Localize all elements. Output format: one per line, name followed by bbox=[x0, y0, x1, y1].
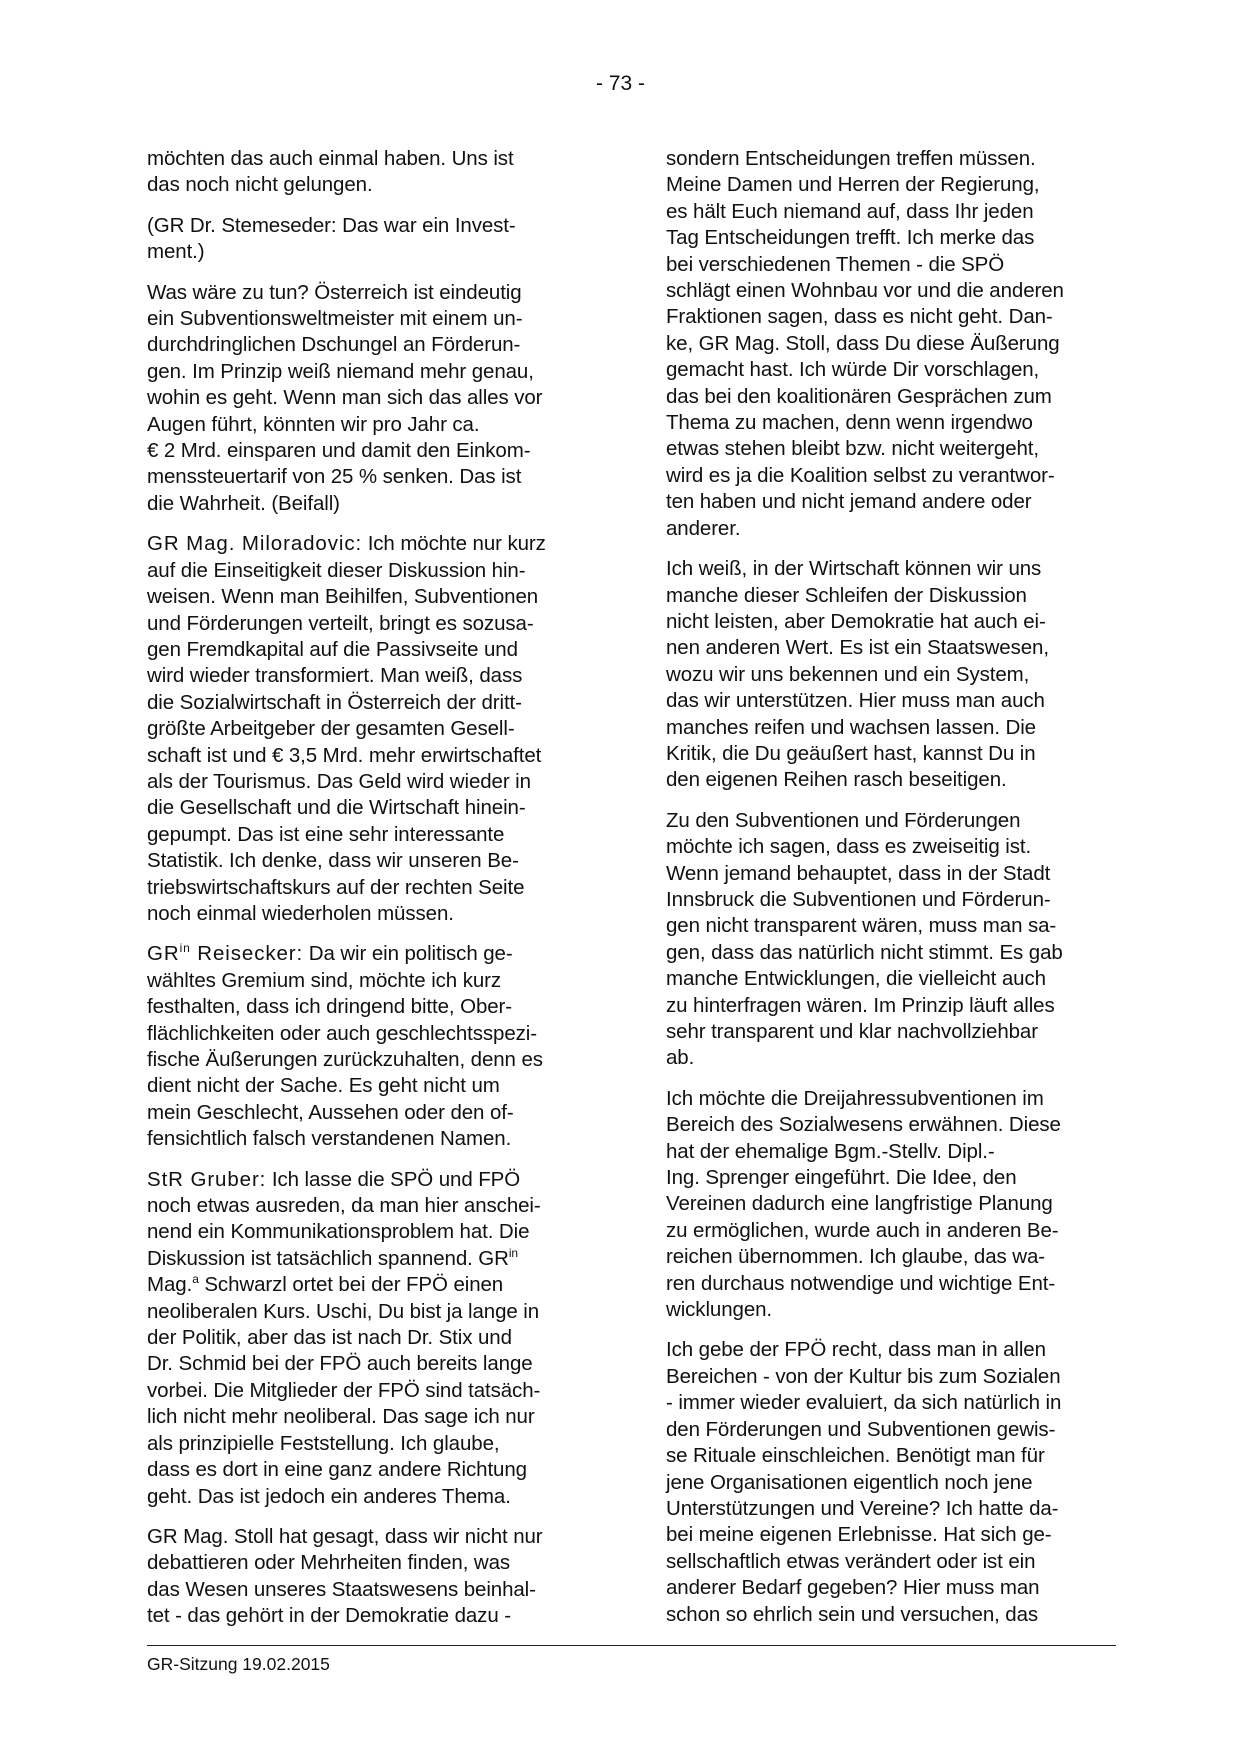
text-line: das noch nicht gelungen. bbox=[147, 173, 373, 197]
text-line: es hält Euch niemand auf, dass Ihr jeden bbox=[666, 199, 1034, 223]
text-line: Wenn jemand behauptet, dass in der Stadt bbox=[666, 861, 1051, 885]
text-line: bei meine eigenen Erlebnisse. Hat sich ge- bbox=[666, 1523, 1052, 1547]
paragraph bbox=[666, 1337, 1118, 1627]
text-line: triebswirtschaftskurs auf der rechten Seite bbox=[147, 875, 525, 899]
text-line: lich nicht mehr neoliberal. Das sage ich nur bbox=[147, 1405, 535, 1429]
text-line: Fraktionen sagen, dass es nicht geht. Dan- bbox=[666, 305, 1053, 329]
text-line: schon so ehrlich sein und versuchen, das bbox=[666, 1602, 1039, 1626]
text-line: auf die Einseitigkeit dieser Diskussion hin- bbox=[147, 558, 526, 582]
text-fragment: Ich möchte nur kurz bbox=[362, 532, 546, 556]
text-line: wozu wir uns bekennen und ein System, bbox=[666, 662, 1030, 686]
text-line: tet - das gehört in der Demokratie dazu - bbox=[147, 1604, 511, 1628]
text-line: das wir unterstützen. Hier muss man auch bbox=[666, 689, 1045, 713]
text-line: Ich möchte die Dreijahressubventionen im bbox=[666, 1086, 1044, 1110]
text-line: ment.) bbox=[147, 240, 205, 264]
text-line: noch einmal wiederholen müssen. bbox=[147, 901, 454, 925]
text-line: schaft ist und € 3,5 Mrd. mehr erwirtschaftet bbox=[147, 743, 542, 767]
text-line: die Gesellschaft und die Wirtschaft hinein- bbox=[147, 796, 526, 820]
text-line: ab. bbox=[666, 1046, 695, 1070]
text-line: als prinzipielle Feststellung. Ich glaube, bbox=[147, 1431, 500, 1455]
text-line: manches reifen und wachsen lassen. Die bbox=[666, 715, 1036, 739]
text-line: se Rituale einschleichen. Benötigt man für bbox=[666, 1444, 1045, 1468]
text-line: Was wäre zu tun? Österreich ist eindeutig bbox=[147, 280, 522, 304]
interjection bbox=[147, 213, 599, 266]
text-line: mein Geschlecht, Aussehen oder den of- bbox=[147, 1100, 514, 1124]
text-line: dass es dort in eine ganz andere Richtung bbox=[147, 1458, 527, 1482]
text-line: Kritik, die Du geäußert hast, kannst Du in bbox=[666, 741, 1036, 765]
paragraph bbox=[666, 146, 1118, 542]
text-line: manche dieser Schleifen der Diskussion bbox=[666, 583, 1027, 607]
footer-divider bbox=[147, 1645, 1116, 1646]
text-line: Statistik. Ich denke, dass wir unseren Be- bbox=[147, 849, 519, 873]
speech-reisecker bbox=[147, 941, 599, 1152]
text-line: und Förderungen verteilt, bringt es sozusa- bbox=[147, 611, 534, 635]
text-line: wohin es geht. Wenn man sich das alles vor bbox=[147, 386, 543, 410]
paragraph bbox=[666, 556, 1118, 794]
text-line: Zu den Subventionen und Förderungen bbox=[666, 808, 1021, 832]
text-line: wird es ja die Koalition selbst zu verantwor- bbox=[666, 463, 1055, 487]
paragraph bbox=[147, 146, 599, 199]
text-line: nicht leisten, aber Demokratie hat auch ei- bbox=[666, 609, 1046, 633]
text-line: ke, GR Mag. Stoll, dass Du diese Äußerung bbox=[666, 331, 1060, 355]
text-line: Innsbruck die Subventionen und Förderun- bbox=[666, 887, 1051, 911]
text-line: die Wahrheit. (Beifall) bbox=[147, 491, 340, 515]
text-line: reichen übernommen. Ich glaube, das wa- bbox=[666, 1245, 1045, 1269]
text-line: (GR Dr. Stemeseder: Das war ein Invest- bbox=[147, 213, 516, 237]
text-line: gen, dass das natürlich nicht stimmt. Es gab bbox=[666, 940, 1063, 964]
text-line: sondern Entscheidungen treffen müssen. bbox=[666, 147, 1036, 170]
speech-gruber bbox=[147, 1167, 599, 1510]
text-line: als der Tourismus. Das Geld wird wieder in bbox=[147, 769, 531, 793]
text-line: bei verschiedenen Themen - die SPÖ bbox=[666, 252, 1005, 276]
text-line: sellschaftlich etwas verändert oder ist ein bbox=[666, 1549, 1036, 1573]
text-line: dient nicht der Sache. Es geht nicht um bbox=[147, 1074, 500, 1098]
text-line: ein Subventionsweltmeister mit einem un- bbox=[147, 307, 523, 331]
text-line: den Förderungen und Subventionen gewis- bbox=[666, 1417, 1056, 1441]
text-line: Augen führt, könnten wir pro Jahr ca. bbox=[147, 412, 480, 436]
footer-session-label: GR-Sitzung 19.02.2015 bbox=[147, 1654, 330, 1674]
text-line: gen Fremdkapital auf die Passivseite und bbox=[147, 637, 518, 661]
text-line: noch etwas ausreden, da man hier anschei- bbox=[147, 1194, 541, 1218]
text-line: das Wesen unseres Staatswesens beinhal- bbox=[147, 1577, 536, 1601]
text-line: manche Entwicklungen, die vielleicht auch bbox=[666, 967, 1046, 991]
paragraph bbox=[147, 1524, 599, 1630]
text-line: GR Mag. Stoll hat gesagt, dass wir nicht nur bbox=[147, 1524, 543, 1548]
text-line: ten haben und nicht jemand andere oder bbox=[666, 490, 1032, 514]
text-line: geht. Das ist jedoch ein anderes Thema. bbox=[147, 1484, 511, 1508]
paragraph bbox=[666, 808, 1118, 1072]
speech-miloradovic bbox=[147, 531, 599, 927]
text-line: gepumpt. Das ist eine sehr interessante bbox=[147, 822, 505, 846]
text-line: vorbei. Die Mitglieder der FPÖ sind tatsäch- bbox=[147, 1378, 541, 1402]
text-line: Ing. Sprenger eingeführt. Die Idee, den bbox=[666, 1166, 1017, 1190]
speaker-name: StR Gruber: bbox=[147, 1167, 267, 1191]
text-line: Mag.$^a$ Schwarzl ortet bei der FPÖ einen bbox=[147, 1272, 504, 1297]
text-line: der Politik, aber das ist nach Dr. Stix und bbox=[147, 1326, 512, 1350]
text-fragment: Da wir ein politisch ge- bbox=[303, 942, 513, 966]
text-line: Thema zu machen, denn wenn irgendwo bbox=[666, 411, 1033, 435]
text-line: - immer wieder evaluiert, da sich natürlich in bbox=[666, 1391, 1062, 1415]
text-line: gen nicht transparent wären, muss man sa- bbox=[666, 914, 1057, 938]
text-line: zu ermöglichen, wurde auch in anderen Be- bbox=[666, 1218, 1059, 1242]
page-number: - 73 - bbox=[595, 72, 645, 95]
text-line: fische Äußerungen zurückzuhalten, denn es bbox=[147, 1048, 543, 1071]
text-line: möchten das auch einmal haben. Uns ist bbox=[147, 147, 514, 170]
text-line: Tag Entscheidungen trefft. Ich merke das bbox=[666, 226, 1035, 250]
text-line: nend ein Kommunikationsproblem hat. Die bbox=[147, 1220, 530, 1244]
text-line: Dr. Schmid bei der FPÖ auch bereits lange bbox=[147, 1352, 533, 1376]
text-line: schlägt einen Wohnbau vor und die anderen bbox=[666, 279, 1064, 303]
text-line: durchdringlichen Dschungel an Förderun- bbox=[147, 333, 521, 357]
text-line: etwas stehen bleibt bzw. nicht weitergeht, bbox=[666, 437, 1039, 461]
text-line: größte Arbeitgeber der gesamten Gesell- bbox=[147, 717, 515, 741]
text-line: anderer. bbox=[666, 516, 741, 540]
speaker-name: GR Mag. Miloradovic: bbox=[147, 532, 363, 556]
text-line: Bereichen - von der Kultur bis zum Sozialen bbox=[666, 1364, 1061, 1388]
text-line: debattieren oder Mehrheiten finden, was bbox=[147, 1551, 511, 1575]
text-line: Bereich des Sozialwesens erwähnen. Diese bbox=[666, 1113, 1061, 1137]
paragraph bbox=[147, 280, 599, 518]
text-line: das bei den koalitionären Gesprächen zum bbox=[666, 384, 1052, 408]
text-line: nen anderen Wert. Es ist ein Staatswesen, bbox=[666, 636, 1049, 660]
text-line: sehr transparent und klar nachvollziehbar bbox=[666, 1020, 1038, 1043]
text-line: flächlichkeiten oder auch geschlechtsspezi- bbox=[147, 1021, 537, 1045]
text-line: hat der ehemalige Bgm.-Stellv. Dipl.- bbox=[666, 1139, 995, 1163]
text-line: zu hinterfragen wären. Im Prinzip läuft alles bbox=[666, 993, 1055, 1017]
text-line bbox=[147, 531, 599, 557]
right-column bbox=[666, 146, 1118, 1642]
text-line bbox=[147, 1167, 599, 1193]
text-line: fensichtlich falsch verstandenen Namen. bbox=[147, 1127, 512, 1151]
text-line: ren durchaus notwendige und wichtige Ent- bbox=[666, 1271, 1056, 1295]
text-line: wicklungen. bbox=[666, 1298, 773, 1322]
paragraph bbox=[666, 1086, 1118, 1324]
text-line: den eigenen Reihen rasch beseitigen. bbox=[666, 768, 1007, 792]
text-line: Vereinen dadurch eine langfristige Planung bbox=[666, 1192, 1053, 1216]
text-line: anderer Bedarf gegeben? Hier muss man bbox=[666, 1576, 1040, 1600]
text-line: Unterstützungen und Vereine? Ich hatte da- bbox=[666, 1496, 1059, 1520]
text-line: Diskussion ist tatsächlich spannend. $GR^{in}$ bbox=[147, 1245, 518, 1270]
text-line: die Sozialwirtschaft in Österreich der dritt- bbox=[147, 690, 522, 714]
text-line: Ich weiß, in der Wirtschaft können wir uns bbox=[666, 557, 1042, 581]
text-line bbox=[147, 941, 599, 967]
text-line: € 2 Mrd. einsparen und damit den Einkom- bbox=[147, 439, 531, 463]
text-line: Meine Damen und Herren der Regierung, bbox=[666, 173, 1040, 197]
text-line: jene Organisationen eigentlich noch jene bbox=[666, 1470, 1033, 1494]
text-fragment: Ich lasse die SPÖ und FPÖ bbox=[266, 1167, 521, 1191]
text-line: Ich gebe der FPÖ recht, dass man in allen bbox=[666, 1338, 1046, 1362]
text-line: möchte ich sagen, dass es zweiseitig ist. bbox=[666, 835, 1032, 859]
text-line: wähltes Gremium sind, möchte ich kurz bbox=[147, 968, 502, 992]
left-column bbox=[147, 146, 599, 1644]
text-line: menssteuertarif von 25 % senken. Das ist bbox=[147, 465, 522, 489]
text-line: wird wieder transformiert. Man weiß, dass bbox=[147, 664, 523, 688]
text-line: neoliberalen Kurs. Uschi, Du bist ja lange in bbox=[147, 1299, 540, 1323]
speaker-name: $GR^{in}$ Reisecker: bbox=[147, 941, 304, 966]
text-line: gen. Im Prinzip weiß niemand mehr genau, bbox=[147, 359, 534, 383]
text-line: festhalten, dass ich dringend bitte, Ober- bbox=[147, 995, 513, 1019]
text-line: gemacht hast. Ich würde Dir vorschlagen, bbox=[666, 358, 1040, 382]
text-line: weisen. Wenn man Beihilfen, Subventionen bbox=[147, 585, 539, 609]
